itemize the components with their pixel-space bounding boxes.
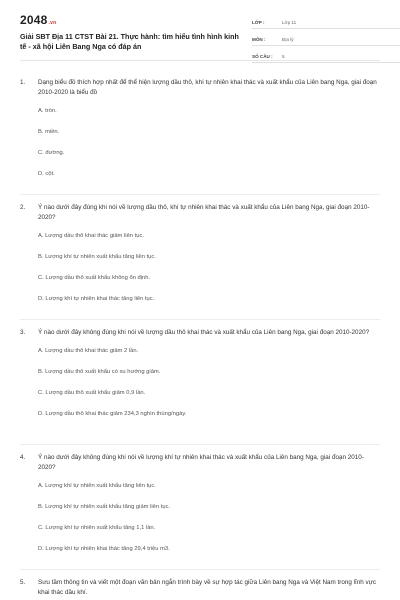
question-divider: [20, 319, 380, 320]
answer-option[interactable]: D. Lượng khí tự nhiên khai thác tăng 29,4 triệu m3.: [38, 546, 170, 552]
answer-option[interactable]: A. Lượng dầu thô khai thác giảm liên tục.: [38, 233, 144, 239]
answer-option[interactable]: B. Lượng dầu thô xuất khẩu có xu hướng giảm.: [38, 369, 161, 375]
question-divider: [20, 569, 380, 570]
question-divider: [20, 194, 380, 195]
answer-option[interactable]: D. Lượng dầu thô khai thác giảm 234,3 nghìn thùng/ngày.: [38, 411, 187, 417]
answer-option[interactable]: A. tròn.: [38, 108, 57, 114]
meta-value: Lớp 11: [282, 20, 297, 25]
site-logo[interactable]: [20, 13, 56, 27]
answer-option[interactable]: D. cột.: [38, 171, 55, 177]
question-body: Ý nào dưới đây không đúng khi nói về lượng dầu thô khai thác và xuất khẩu của Liên bang Nga, giai đoạn 2010-2020?: [38, 329, 370, 336]
question-number: 4.: [20, 454, 26, 461]
question-5: [20, 578, 380, 598]
question-body: Ý nào dưới đây không đúng khi nói về lượng khí tự nhiên khai thác và xuất khẩu của Liên bang Nga, giai đoạn 2010-2020?: [38, 454, 364, 471]
question-2: [20, 203, 380, 304]
meta-label: SỐ CÂU :: [252, 54, 273, 59]
question-text: [20, 578, 380, 598]
document-header: [20, 0, 380, 61]
logo-suffix: .vn: [48, 20, 57, 26]
answer-option[interactable]: B. Lượng khí tự nhiên xuất khẩu tăng liên tục.: [38, 254, 156, 260]
question-body: Dạng biểu đồ thích hợp nhất để thể hiện lượng dầu thô, khí tự nhiên khai thác và xuất khẩu của Liên bang Nga, giai đoạn 2010-2020 là biểu đồ: [38, 79, 377, 96]
meta-label: LỚP :: [252, 20, 265, 25]
meta-value: 5: [282, 54, 285, 59]
meta-row-class: [252, 14, 400, 29]
meta-row-count: [252, 48, 400, 63]
question-number: 3.: [20, 329, 26, 336]
answer-option[interactable]: B. miền.: [38, 129, 60, 135]
question-number: 5.: [20, 579, 26, 586]
question-text: [20, 78, 380, 98]
question-body: Sưu tầm thông tin và viết một đoạn văn bản ngắn trình bày về sự hợp tác giữa Liên bang Nga và Việt Nam trong lĩnh vực khai thác dầu khí.: [38, 579, 377, 596]
answer-option[interactable]: D. Lượng khí tự nhiên khai thác tăng liên tục.: [38, 296, 155, 302]
answer-option[interactable]: A. Lượng khí tự nhiên xuất khẩu tăng liên tục.: [38, 483, 156, 489]
answer-option[interactable]: B. Lượng khí tự nhiên xuất khẩu tăng giảm liên tục.: [38, 504, 171, 510]
question-1: [20, 78, 380, 179]
logo-text: 2048: [20, 13, 48, 27]
question-divider: [20, 444, 380, 445]
answer-option[interactable]: C. Lượng dầu thô xuất khẩu giảm 0,9 lần.: [38, 390, 146, 396]
question-number: 2.: [20, 204, 26, 211]
answer-option[interactable]: C. Lượng khí tự nhiên xuất khẩu tăng 1,1 lần.: [38, 525, 156, 531]
question-text: [20, 203, 380, 223]
document-meta: [252, 14, 400, 65]
question-text: [20, 453, 380, 473]
answer-option[interactable]: A. Lượng dầu thô khai thác giảm 2 lần.: [38, 348, 139, 354]
meta-row-subject: [252, 31, 400, 46]
question-text: [20, 328, 380, 338]
question-4: [20, 453, 380, 554]
question-number: 1.: [20, 79, 26, 86]
answer-option[interactable]: C. Lượng dầu thô xuất khẩu không ổn định.: [38, 275, 151, 281]
question-body: Ý nào dưới đây đúng khi nói về lượng dầu thô, khí tự nhiên khai thác và xuất khẩu của Liên bang Nga, giai đoạn 2010-2020?: [38, 204, 370, 221]
meta-label: MÔN :: [252, 37, 266, 42]
question-3: [20, 328, 380, 419]
document-title: Giải SBT Địa 11 CTST Bài 21. Thực hành: tìm hiểu tình hình kinh tế - xã hội Liên Bang Nga có đáp án: [20, 32, 239, 51]
meta-value: Địa lý: [282, 37, 294, 42]
answer-option[interactable]: C. đường.: [38, 150, 65, 156]
